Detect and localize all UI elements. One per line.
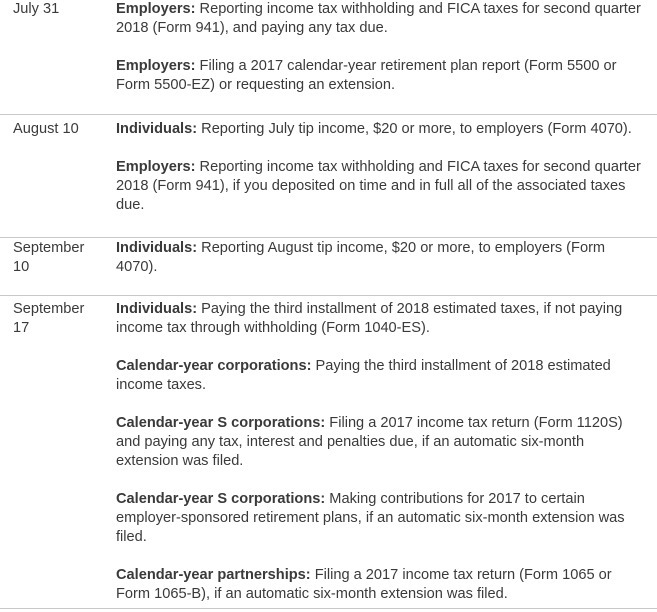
deadline-entries [116,238,648,277]
entry-label: Employers: [116,58,196,74]
deadline-entries [116,296,648,604]
table-row [0,238,657,296]
entry-label: Employers: [116,1,196,17]
entry-label: Calendar-year S corporations: [116,491,326,507]
table-row [0,0,657,115]
deadline-date: September 17 [13,301,85,336]
deadline-date: August 10 [13,121,79,137]
deadline-entry [116,57,648,95]
deadline-entry [116,300,648,338]
deadline-entry [116,158,648,215]
entry-text: Reporting income tax withholding and FICA taxes for second quarter 2018 (Form 941), if you deposited on time and in full all of the associated taxes due. [116,159,641,213]
entry-text: Reporting July tip income, $20 or more, to employers (Form 4070). [197,121,632,137]
deadline-entry [116,120,648,139]
entry-text: Reporting income tax withholding and FICA taxes for second quarter 2018 (Form 941), and paying any tax due. [116,1,641,36]
entry-text: Reporting August tip income, $20 or more, to employers (Form 4070). [116,240,606,275]
deadline-entry [116,0,648,38]
deadline-entries [116,0,648,95]
entry-text: Filing a 2017 calendar-year retirement plan report (Form 5500 or Form 5500-EZ) or requesting an extension. [116,58,617,93]
table-row [0,115,657,238]
deadline-entry [116,239,648,277]
entry-label: Individuals: [116,301,198,317]
deadline-entries [116,115,648,215]
entry-label: Calendar-year corporations: [116,358,312,374]
deadline-entry [116,357,648,395]
entry-text: Paying the third installment of 2018 estimated taxes, if not paying income tax through withholding (Form 1040-ES). [116,301,623,336]
entry-text: Paying the third installment of 2018 estimated income taxes. [116,358,611,393]
entry-label: Calendar-year partnerships: [116,567,311,583]
entry-text: Filing a 2017 income tax return (Form 1065 or Form 1065-B), if an automatic six-month extension was filed. [116,567,612,602]
entry-label: Calendar-year S corporations: [116,415,326,431]
entry-label: Employers: [116,159,196,175]
entry-text: Making contributions for 2017 to certain employer-sponsored retirement plans, if an automatic six-month extension was filed. [116,491,625,545]
table-row [0,296,657,609]
entry-text: Filing a 2017 income tax return (Form 1120S) and paying any tax, interest and penalties due, if an automatic six-month extension was filed. [116,415,623,469]
deadline-date: July 31 [13,1,60,17]
deadline-entry [116,566,648,604]
entry-label: Individuals: [116,121,198,137]
deadline-entry [116,490,648,547]
deadline-date: September 10 [13,240,85,275]
entry-label: Individuals: [116,240,198,256]
deadline-entry [116,414,648,471]
